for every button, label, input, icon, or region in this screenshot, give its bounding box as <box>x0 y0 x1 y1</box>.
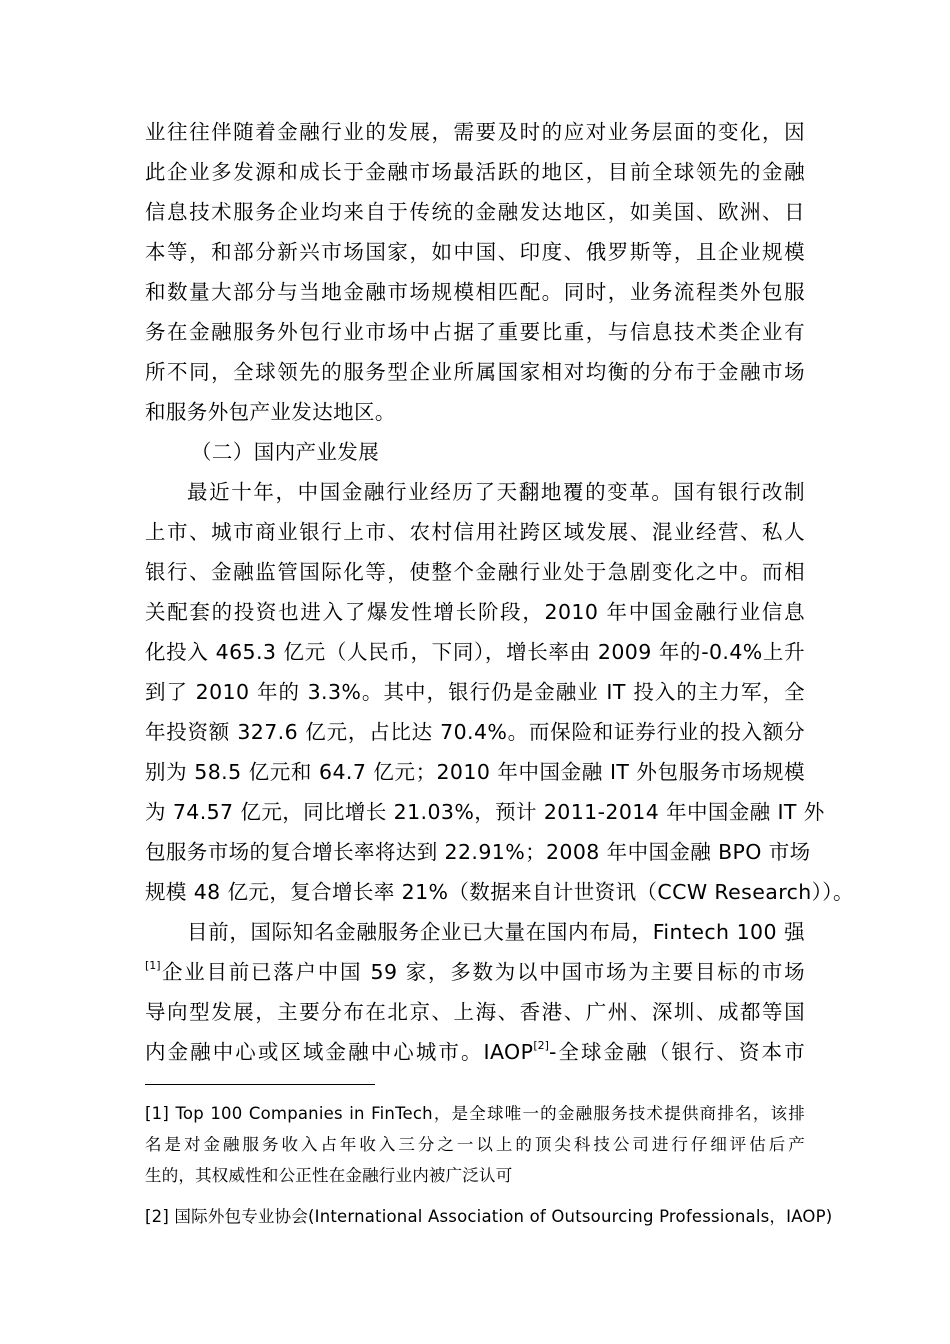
paragraph-3-line-4-text-a: 内金融中心或区域金融中心城市。IAOP <box>145 1040 534 1064</box>
paragraph-2-line-7: 年投资额 327.6 亿元，占比达 70.4%。而保险和证券行业的投入额分 <box>145 720 805 744</box>
paragraph-2-line-2: 上市、城市商业银行上市、农村信用社跨区域发展、混业经营、私人 <box>145 520 805 544</box>
paragraph-2-line-3: 银行、金融监管国际化等，使整个金融行业处于急剧变化之中。而相 <box>145 560 805 584</box>
paragraph-3-line-2 <box>145 952 805 992</box>
footnote-1-line-1: [1] Top 100 Companies in FinTech，是全球唯一的金融服务技术提供商排名，该排 <box>145 1104 805 1123</box>
paragraph-1-line-3: 信息技术服务企业均来自于传统的金融发达地区，如美国、欧洲、日 <box>145 200 805 224</box>
paragraph-3-line-2-text: 企业目前已落户中国 59 家，多数为以中国市场为主要目标的市场 <box>160 960 805 984</box>
footnote-ref-2[interactable]: [2] <box>533 1039 549 1052</box>
paragraph-1-line-7: 所不同，全球领先的服务型企业所属国家相对均衡的分布于金融市场 <box>145 360 805 384</box>
footnote-separator <box>145 1084 375 1085</box>
section-heading: （二）国内产业发展 <box>191 440 380 464</box>
paragraph-1-line-4: 本等，和部分新兴市场国家，如中国、印度、俄罗斯等，且企业规模 <box>145 240 805 264</box>
paragraph-1-line-6: 务在金融服务外包行业市场中占据了重要比重，与信息技术类企业有 <box>145 320 805 344</box>
paragraph-3-line-3: 导向型发展，主要分布在北京、上海、香港、广州、深圳、成都等国 <box>145 1000 805 1024</box>
paragraph-2-line-4: 关配套的投资也进入了爆发性增长阶段，2010 年中国金融行业信息 <box>145 600 805 624</box>
paragraph-2-line-11: 规模 48 亿元，复合增长率 21%（数据来自计世资讯（CCW Research））。 <box>145 880 854 904</box>
footnote-1-line-2: 名是对金融服务收入占年收入三分之一以上的顶尖科技公司进行仔细评估后产 <box>145 1135 805 1154</box>
paragraph-1-line-5: 和数量大部分与当地金融市场规模相匹配。同时，业务流程类外包服 <box>145 280 805 304</box>
footnote-2: [2] 国际外包专业协会(International Association of Outsourcing Professionals，IAOP) <box>145 1207 833 1226</box>
footnote-ref-1[interactable]: [1] <box>145 959 161 972</box>
footnotes <box>145 1098 833 1232</box>
paragraph-2-line-1: 最近十年，中国金融行业经历了天翻地覆的变革。国有银行改制 <box>187 480 805 504</box>
paragraph-2-line-5: 化投入 465.3 亿元（人民币，下同），增长率由 2009 年的-0.4%上升 <box>145 640 805 664</box>
paragraph-1-line-1: 业往往伴随着金融行业的发展，需要及时的应对业务层面的变化，因 <box>145 120 805 144</box>
paragraph-3 <box>145 912 805 1072</box>
paragraph-2-line-8: 别为 58.5 亿元和 64.7 亿元；2010 年中国金融 IT 外包服务市场规模 <box>145 760 805 784</box>
paragraph-3-line-4-text-b: -全球金融（银行、资本市 <box>548 1040 805 1064</box>
document-body <box>145 112 854 1072</box>
paragraph-2-line-10: 包服务市场的复合增长率将达到 22.91%；2008 年中国金融 BPO 市场 <box>145 840 811 864</box>
paragraph-3-line-4 <box>145 1032 805 1072</box>
paragraph-2-line-9: 为 74.57 亿元，同比增长 21.03%，预计 2011-2014 年中国金融 IT 外 <box>145 800 825 824</box>
paragraph-2-line-6: 到了 2010 年的 3.3%。其中，银行仍是金融业 IT 投入的主力军，全 <box>145 680 805 704</box>
footnote-1-line-3: 生的，其权威性和公正性在金融行业内被广泛认可 <box>145 1166 513 1185</box>
footnote-1 <box>145 1098 805 1191</box>
paragraph-1-line-2: 此企业多发源和成长于金融市场最活跃的地区，目前全球领先的金融 <box>145 160 805 184</box>
paragraph-1-line-8: 和服务外包产业发达地区。 <box>145 400 396 424</box>
paragraph-3-line-1: 目前，国际知名金融服务企业已大量在国内布局，Fintech 100 强 <box>187 920 805 944</box>
paragraph-2 <box>145 472 854 912</box>
paragraph-1 <box>145 112 805 432</box>
